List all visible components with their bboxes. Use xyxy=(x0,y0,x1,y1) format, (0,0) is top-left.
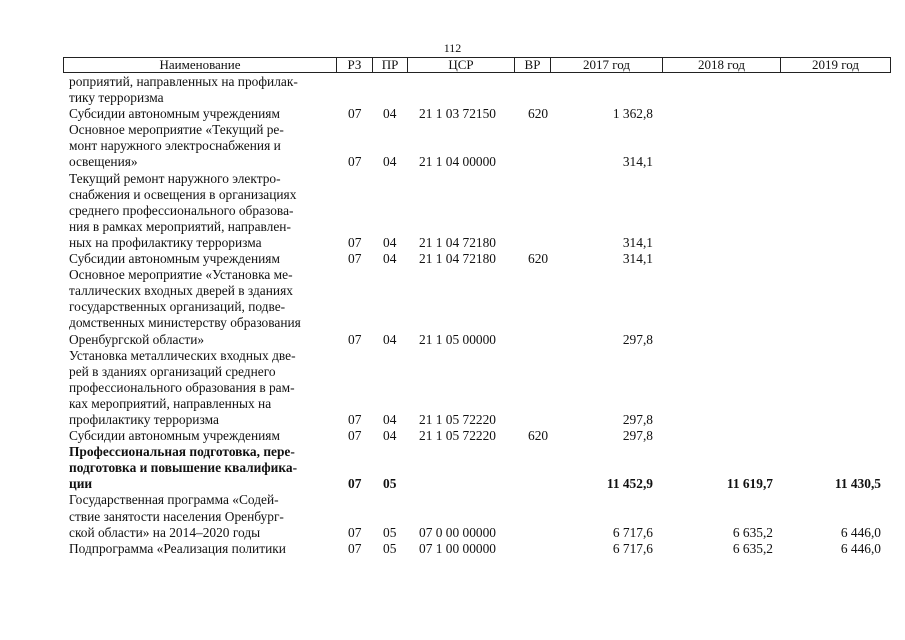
table-row xyxy=(0,315,905,331)
cell-name: ния в рамках мероприятий, направлен- xyxy=(69,218,291,234)
cell-pr: 05 xyxy=(383,476,397,492)
cell-pr: 04 xyxy=(383,154,397,170)
table-row xyxy=(0,299,905,315)
cell-rz: 07 xyxy=(348,154,362,170)
table-row xyxy=(0,235,905,251)
table-header xyxy=(63,57,891,73)
table-row xyxy=(0,203,905,219)
cell-csr: 07 1 00 00000 xyxy=(419,540,496,556)
cell-name: Субсидии автономным учреждениям xyxy=(69,251,280,267)
cell-rz: 07 xyxy=(348,251,362,267)
header-rz: РЗ xyxy=(337,58,373,72)
cell-y2018: 6 635,2 xyxy=(732,540,773,556)
cell-rz: 07 xyxy=(348,234,362,250)
table-row xyxy=(0,364,905,380)
cell-name: Основное мероприятие «Установка ме- xyxy=(69,267,293,283)
cell-csr: 21 1 05 72220 xyxy=(419,411,496,427)
table-row xyxy=(0,348,905,364)
cell-pr: 04 xyxy=(383,428,397,444)
cell-rz: 07 xyxy=(348,331,362,347)
cell-name: освещения» xyxy=(69,154,138,170)
header-pr: ПР xyxy=(373,58,408,72)
cell-name: Текущий ремонт наружного электро- xyxy=(69,170,281,186)
table-row xyxy=(0,525,905,541)
cell-y2017: 297,8 xyxy=(622,411,653,427)
table-row xyxy=(0,476,905,492)
table-row xyxy=(0,412,905,428)
table-row xyxy=(0,460,905,476)
cell-csr: 21 1 05 00000 xyxy=(419,331,496,347)
cell-y2017: 1 362,8 xyxy=(612,106,653,122)
cell-name: государственных организаций, подве- xyxy=(69,299,286,315)
cell-name: Субсидии автономным учреждениям xyxy=(69,428,280,444)
table-row xyxy=(0,122,905,138)
cell-csr: 21 1 05 72220 xyxy=(419,428,496,444)
header-2017: 2017 год xyxy=(551,58,663,72)
cell-rz: 07 xyxy=(348,428,362,444)
cell-name: Подпрограмма «Реализация политики xyxy=(69,540,286,556)
cell-y2019: 6 446,0 xyxy=(840,524,881,540)
cell-name: ных на профилактику терроризма xyxy=(69,234,262,250)
table-row xyxy=(0,283,905,299)
cell-rz: 07 xyxy=(348,476,362,492)
cell-name: среднего профессионального образова- xyxy=(69,202,294,218)
table-body xyxy=(0,74,905,557)
cell-name: ции xyxy=(69,476,93,492)
table-row xyxy=(0,380,905,396)
cell-rz: 07 xyxy=(348,411,362,427)
cell-y2017: 314,1 xyxy=(622,154,653,170)
cell-csr: 21 1 03 72150 xyxy=(419,106,496,122)
table-row xyxy=(0,154,905,170)
cell-name: ской области» на 2014–2020 годы xyxy=(69,524,261,540)
cell-pr: 04 xyxy=(383,331,397,347)
cell-pr: 05 xyxy=(383,540,397,556)
cell-pr: 04 xyxy=(383,411,397,427)
cell-vr: 620 xyxy=(528,251,549,267)
table-row xyxy=(0,74,905,90)
cell-rz: 07 xyxy=(348,106,362,122)
table-row xyxy=(0,251,905,267)
table-row xyxy=(0,171,905,187)
cell-y2017: 297,8 xyxy=(622,428,653,444)
header-csr: ЦСР xyxy=(408,58,515,72)
cell-pr: 05 xyxy=(383,524,397,540)
cell-y2017: 6 717,6 xyxy=(612,524,653,540)
cell-name: снабжения и освещения в организациях xyxy=(69,186,297,202)
cell-y2019: 6 446,0 xyxy=(840,540,881,556)
cell-y2018: 11 619,7 xyxy=(726,476,773,492)
cell-csr: 21 1 04 72180 xyxy=(419,234,496,250)
cell-name: ках мероприятий, направленных на xyxy=(69,395,272,411)
table-row xyxy=(0,267,905,283)
cell-csr: 21 1 04 72180 xyxy=(419,251,496,267)
table-row xyxy=(0,90,905,106)
cell-name: домственных министерству образования xyxy=(69,315,301,331)
cell-name: Оренбургской области» xyxy=(69,331,205,347)
cell-name: профилактику терроризма xyxy=(69,411,219,427)
cell-y2017: 297,8 xyxy=(622,331,653,347)
cell-y2017: 11 452,9 xyxy=(606,476,653,492)
cell-rz: 07 xyxy=(348,524,362,540)
cell-pr: 04 xyxy=(383,251,397,267)
header-2018: 2018 год xyxy=(663,58,781,72)
cell-name: Профессиональная подготовка, пере- xyxy=(69,444,295,460)
header-vr: ВР xyxy=(515,58,551,72)
cell-y2019: 11 430,5 xyxy=(834,476,881,492)
cell-name: Установка металлических входных две- xyxy=(69,347,296,363)
table-row xyxy=(0,509,905,525)
cell-name: Субсидии автономным учреждениям xyxy=(69,106,280,122)
cell-vr: 620 xyxy=(528,428,549,444)
cell-name: таллических входных дверей в зданиях xyxy=(69,283,293,299)
cell-y2017: 314,1 xyxy=(622,234,653,250)
page-number: 112 xyxy=(443,41,462,55)
table-row xyxy=(0,444,905,460)
cell-name: Государственная программа «Содей- xyxy=(69,492,279,508)
table-row xyxy=(0,541,905,557)
cell-name: Основное мероприятие «Текущий ре- xyxy=(69,122,284,138)
cell-y2017: 314,1 xyxy=(622,251,653,267)
table-row xyxy=(0,332,905,348)
cell-rz: 07 xyxy=(348,540,362,556)
cell-vr: 620 xyxy=(528,106,549,122)
header-2019: 2019 год xyxy=(812,57,859,72)
header-name: Наименование xyxy=(64,58,337,72)
cell-name: ствие занятости населения Оренбург- xyxy=(69,508,284,524)
cell-name: профессионального образования в рам- xyxy=(69,379,295,395)
table-row xyxy=(0,187,905,203)
table-row xyxy=(0,219,905,235)
cell-pr: 04 xyxy=(383,106,397,122)
cell-y2018: 6 635,2 xyxy=(732,524,773,540)
cell-name: подготовка и повышение квалифика- xyxy=(69,460,298,476)
table-row xyxy=(0,106,905,122)
cell-name: роприятий, направленных на профилак- xyxy=(69,74,298,89)
cell-csr: 07 0 00 00000 xyxy=(419,524,496,540)
table-row xyxy=(0,138,905,154)
cell-name: рей в зданиях организаций среднего xyxy=(69,363,276,379)
table-row xyxy=(0,396,905,412)
cell-pr: 04 xyxy=(383,234,397,250)
cell-name: монт наружного электроснабжения и xyxy=(69,138,281,154)
table-row xyxy=(0,492,905,508)
cell-name: тику терроризма xyxy=(69,90,164,106)
cell-y2017: 6 717,6 xyxy=(612,540,653,556)
cell-csr: 21 1 04 00000 xyxy=(419,154,496,170)
table-row xyxy=(0,428,905,444)
